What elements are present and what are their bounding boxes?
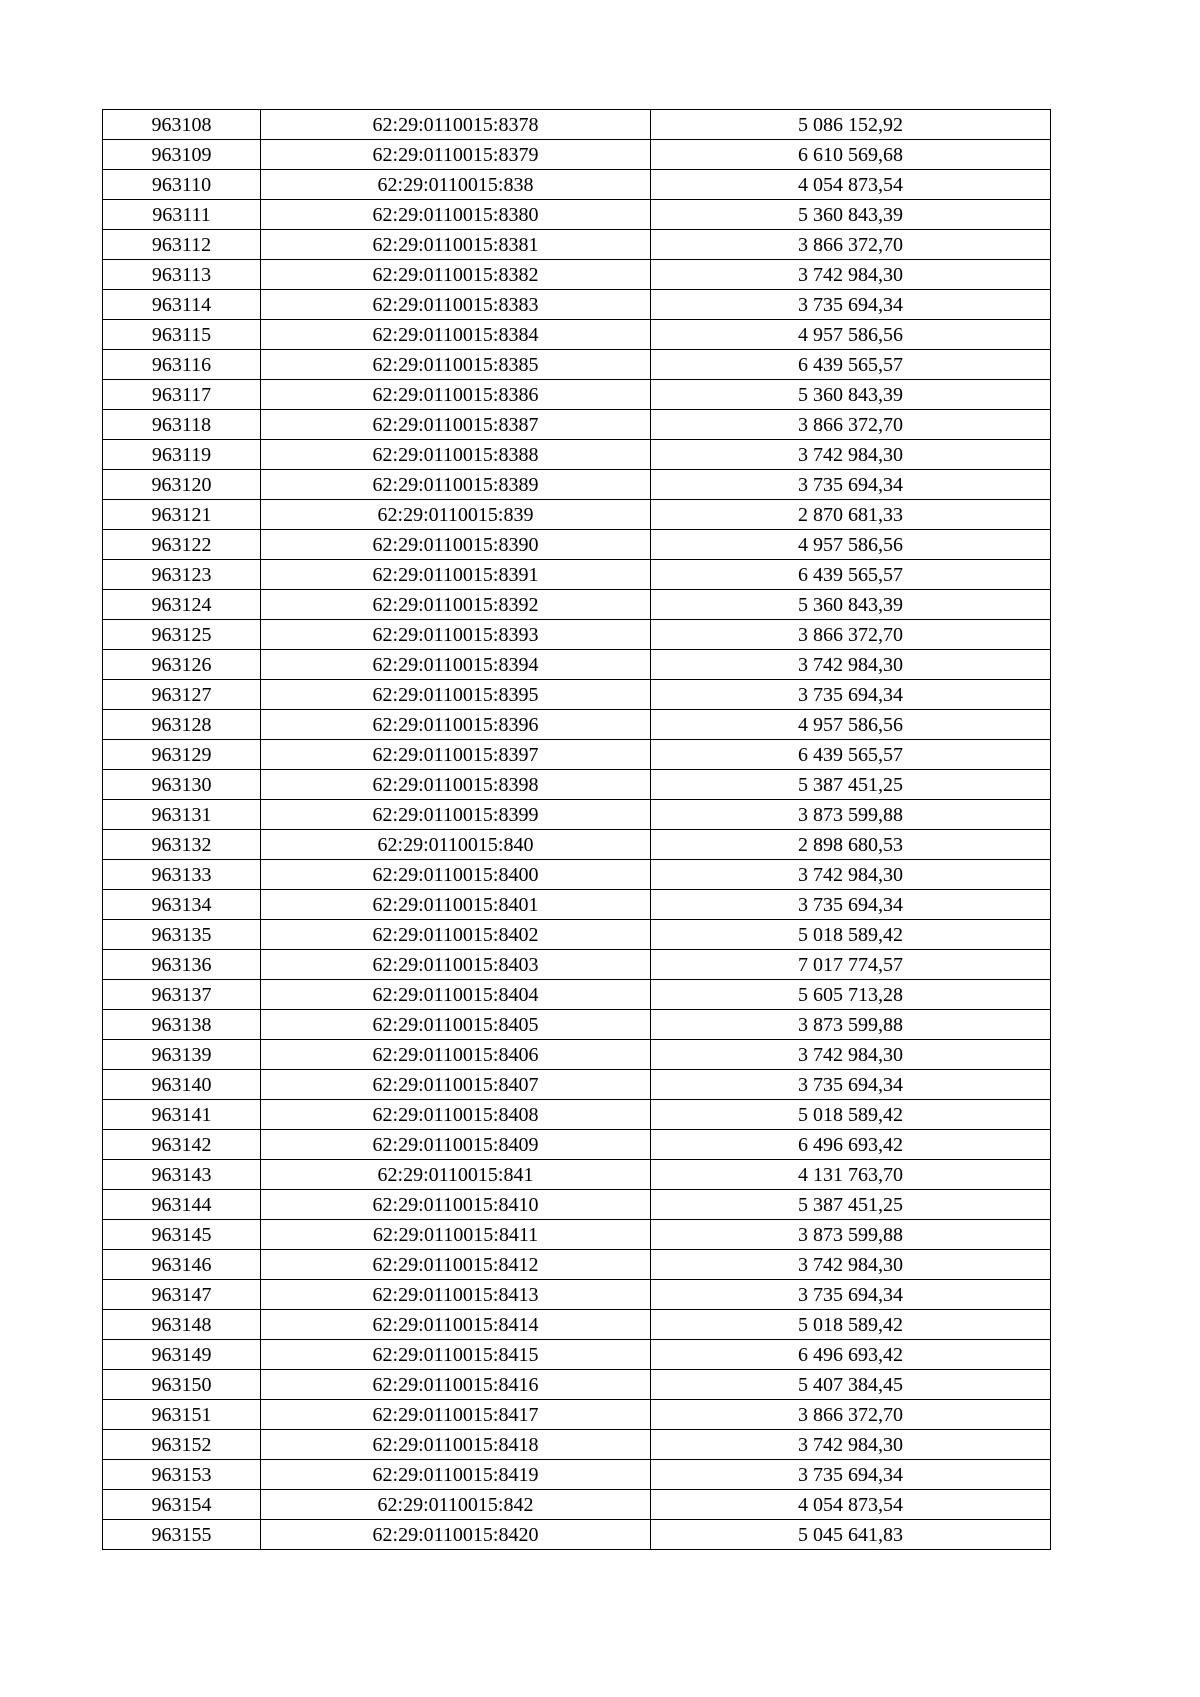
cadastral-number-cell: 62:29:0110015:8396 [261, 710, 651, 740]
row-number-cell: 963131 [103, 800, 261, 830]
table-row [103, 470, 1051, 500]
row-number-cell: 963143 [103, 1160, 261, 1190]
cadastral-number-cell: 62:29:0110015:8380 [261, 200, 651, 230]
cadastral-value-cell: 3 866 372,70 [651, 410, 1051, 440]
table-row [103, 650, 1051, 680]
row-number-cell: 963118 [103, 410, 261, 440]
table-row [103, 770, 1051, 800]
row-number-cell: 963126 [103, 650, 261, 680]
cadastral-value-cell: 6 439 565,57 [651, 740, 1051, 770]
cadastral-value-cell: 3 742 984,30 [651, 1040, 1051, 1070]
row-number-cell: 963140 [103, 1070, 261, 1100]
row-number-cell: 963142 [103, 1130, 261, 1160]
row-number-cell: 963124 [103, 590, 261, 620]
cadastral-value-cell: 5 086 152,92 [651, 110, 1051, 140]
table-row [103, 1250, 1051, 1280]
cadastral-number-cell: 62:29:0110015:8382 [261, 260, 651, 290]
row-number-cell: 963149 [103, 1340, 261, 1370]
table-row [103, 440, 1051, 470]
cadastral-value-table [102, 109, 1051, 1550]
cadastral-number-cell: 62:29:0110015:8389 [261, 470, 651, 500]
cadastral-value-cell: 5 605 713,28 [651, 980, 1051, 1010]
cadastral-number-cell: 62:29:0110015:8414 [261, 1310, 651, 1340]
cadastral-value-cell: 3 742 984,30 [651, 1250, 1051, 1280]
cadastral-value-cell: 3 735 694,34 [651, 1460, 1051, 1490]
cadastral-value-cell: 4 957 586,56 [651, 320, 1051, 350]
cadastral-number-cell: 62:29:0110015:8408 [261, 1100, 651, 1130]
cadastral-value-cell: 6 496 693,42 [651, 1130, 1051, 1160]
table-row [103, 1280, 1051, 1310]
row-number-cell: 963141 [103, 1100, 261, 1130]
cadastral-value-cell: 4 957 586,56 [651, 530, 1051, 560]
cadastral-value-cell: 4 957 586,56 [651, 710, 1051, 740]
cadastral-value-cell: 3 735 694,34 [651, 1070, 1051, 1100]
row-number-cell: 963127 [103, 680, 261, 710]
row-number-cell: 963111 [103, 200, 261, 230]
table-row [103, 890, 1051, 920]
row-number-cell: 963139 [103, 1040, 261, 1070]
table-row [103, 1070, 1051, 1100]
table-row [103, 1490, 1051, 1520]
cadastral-value-cell: 3 873 599,88 [651, 1010, 1051, 1040]
cadastral-number-cell: 62:29:0110015:8402 [261, 920, 651, 950]
cadastral-number-cell: 62:29:0110015:8409 [261, 1130, 651, 1160]
cadastral-number-cell: 62:29:0110015:8407 [261, 1070, 651, 1100]
cadastral-number-cell: 62:29:0110015:8394 [261, 650, 651, 680]
cadastral-value-cell: 5 407 384,45 [651, 1370, 1051, 1400]
table-row [103, 230, 1051, 260]
cadastral-value-cell: 3 735 694,34 [651, 290, 1051, 320]
table-row [103, 1460, 1051, 1490]
table-row [103, 410, 1051, 440]
cadastral-number-cell: 62:29:0110015:8378 [261, 110, 651, 140]
row-number-cell: 963136 [103, 950, 261, 980]
cadastral-number-cell: 62:29:0110015:840 [261, 830, 651, 860]
row-number-cell: 963144 [103, 1190, 261, 1220]
table-row [103, 260, 1051, 290]
row-number-cell: 963108 [103, 110, 261, 140]
cadastral-value-cell: 6 439 565,57 [651, 560, 1051, 590]
table-row [103, 1100, 1051, 1130]
table-row [103, 1010, 1051, 1040]
cadastral-number-cell: 62:29:0110015:8413 [261, 1280, 651, 1310]
row-number-cell: 963109 [103, 140, 261, 170]
cadastral-number-cell: 62:29:0110015:8397 [261, 740, 651, 770]
row-number-cell: 963145 [103, 1220, 261, 1250]
cadastral-value-cell: 2 898 680,53 [651, 830, 1051, 860]
cadastral-number-cell: 62:29:0110015:8417 [261, 1400, 651, 1430]
table-row [103, 830, 1051, 860]
cadastral-value-cell: 4 054 873,54 [651, 1490, 1051, 1520]
cadastral-value-cell: 6 439 565,57 [651, 350, 1051, 380]
row-number-cell: 963125 [103, 620, 261, 650]
row-number-cell: 963132 [103, 830, 261, 860]
cadastral-number-cell: 62:29:0110015:8391 [261, 560, 651, 590]
table-row [103, 1430, 1051, 1460]
table-row [103, 860, 1051, 890]
cadastral-number-cell: 62:29:0110015:8395 [261, 680, 651, 710]
cadastral-value-cell: 3 735 694,34 [651, 680, 1051, 710]
table-row [103, 1040, 1051, 1070]
cadastral-number-cell: 62:29:0110015:8418 [261, 1430, 651, 1460]
cadastral-number-cell: 62:29:0110015:8415 [261, 1340, 651, 1370]
cadastral-value-cell: 5 018 589,42 [651, 1310, 1051, 1340]
cadastral-number-cell: 62:29:0110015:8392 [261, 590, 651, 620]
cadastral-number-cell: 62:29:0110015:8384 [261, 320, 651, 350]
row-number-cell: 963134 [103, 890, 261, 920]
table-row [103, 1520, 1051, 1550]
table-row [103, 1220, 1051, 1250]
cadastral-number-cell: 62:29:0110015:8416 [261, 1370, 651, 1400]
cadastral-number-cell: 62:29:0110015:8411 [261, 1220, 651, 1250]
table-row [103, 500, 1051, 530]
cadastral-value-cell: 4 054 873,54 [651, 170, 1051, 200]
cadastral-value-cell: 5 360 843,39 [651, 590, 1051, 620]
row-number-cell: 963153 [103, 1460, 261, 1490]
cadastral-value-cell: 3 742 984,30 [651, 650, 1051, 680]
cadastral-value-cell: 3 735 694,34 [651, 1280, 1051, 1310]
cadastral-number-cell: 62:29:0110015:8399 [261, 800, 651, 830]
cadastral-number-cell: 62:29:0110015:8419 [261, 1460, 651, 1490]
cadastral-number-cell: 62:29:0110015:8381 [261, 230, 651, 260]
table-row [103, 110, 1051, 140]
table-body [103, 110, 1051, 1550]
row-number-cell: 963151 [103, 1400, 261, 1430]
row-number-cell: 963129 [103, 740, 261, 770]
cadastral-value-cell: 3 735 694,34 [651, 470, 1051, 500]
row-number-cell: 963115 [103, 320, 261, 350]
cadastral-value-cell: 3 866 372,70 [651, 230, 1051, 260]
cadastral-value-cell: 3 742 984,30 [651, 260, 1051, 290]
table-row [103, 950, 1051, 980]
cadastral-number-cell: 62:29:0110015:838 [261, 170, 651, 200]
table-row [103, 1190, 1051, 1220]
cadastral-value-cell: 5 387 451,25 [651, 770, 1051, 800]
cadastral-number-cell: 62:29:0110015:842 [261, 1490, 651, 1520]
row-number-cell: 963123 [103, 560, 261, 590]
cadastral-value-cell: 3 866 372,70 [651, 620, 1051, 650]
row-number-cell: 963120 [103, 470, 261, 500]
row-number-cell: 963152 [103, 1430, 261, 1460]
cadastral-value-cell: 3 866 372,70 [651, 1400, 1051, 1430]
row-number-cell: 963122 [103, 530, 261, 560]
cadastral-number-cell: 62:29:0110015:8386 [261, 380, 651, 410]
cadastral-number-cell: 62:29:0110015:8410 [261, 1190, 651, 1220]
cadastral-value-cell: 3 742 984,30 [651, 440, 1051, 470]
cadastral-value-cell: 5 018 589,42 [651, 920, 1051, 950]
row-number-cell: 963114 [103, 290, 261, 320]
table-row [103, 590, 1051, 620]
cadastral-value-cell: 5 360 843,39 [651, 200, 1051, 230]
row-number-cell: 963113 [103, 260, 261, 290]
cadastral-value-cell: 3 735 694,34 [651, 890, 1051, 920]
table-row [103, 1160, 1051, 1190]
cadastral-value-cell: 3 873 599,88 [651, 1220, 1051, 1250]
cadastral-number-cell: 62:29:0110015:8388 [261, 440, 651, 470]
row-number-cell: 963112 [103, 230, 261, 260]
table-row [103, 350, 1051, 380]
row-number-cell: 963116 [103, 350, 261, 380]
cadastral-value-cell: 2 870 681,33 [651, 500, 1051, 530]
row-number-cell: 963147 [103, 1280, 261, 1310]
cadastral-number-cell: 62:29:0110015:8398 [261, 770, 651, 800]
row-number-cell: 963133 [103, 860, 261, 890]
table-row [103, 530, 1051, 560]
row-number-cell: 963154 [103, 1490, 261, 1520]
cadastral-number-cell: 62:29:0110015:8379 [261, 140, 651, 170]
table-row [103, 680, 1051, 710]
cadastral-number-cell: 62:29:0110015:8403 [261, 950, 651, 980]
table-row [103, 1370, 1051, 1400]
cadastral-number-cell: 62:29:0110015:839 [261, 500, 651, 530]
table-row [103, 560, 1051, 590]
row-number-cell: 963119 [103, 440, 261, 470]
cadastral-value-cell: 6 610 569,68 [651, 140, 1051, 170]
cadastral-value-cell: 6 496 693,42 [651, 1340, 1051, 1370]
cadastral-value-cell: 5 018 589,42 [651, 1100, 1051, 1130]
table-row [103, 1400, 1051, 1430]
cadastral-number-cell: 62:29:0110015:8390 [261, 530, 651, 560]
row-number-cell: 963117 [103, 380, 261, 410]
row-number-cell: 963148 [103, 1310, 261, 1340]
row-number-cell: 963128 [103, 710, 261, 740]
row-number-cell: 963137 [103, 980, 261, 1010]
table-row [103, 620, 1051, 650]
table-row [103, 740, 1051, 770]
cadastral-number-cell: 62:29:0110015:8385 [261, 350, 651, 380]
table-row [103, 290, 1051, 320]
row-number-cell: 963135 [103, 920, 261, 950]
cadastral-value-cell: 3 873 599,88 [651, 800, 1051, 830]
cadastral-number-cell: 62:29:0110015:8383 [261, 290, 651, 320]
row-number-cell: 963138 [103, 1010, 261, 1040]
cadastral-number-cell: 62:29:0110015:8401 [261, 890, 651, 920]
cadastral-number-cell: 62:29:0110015:8420 [261, 1520, 651, 1550]
table-row [103, 1130, 1051, 1160]
cadastral-number-cell: 62:29:0110015:8405 [261, 1010, 651, 1040]
row-number-cell: 963155 [103, 1520, 261, 1550]
table-row [103, 140, 1051, 170]
cadastral-number-cell: 62:29:0110015:8400 [261, 860, 651, 890]
row-number-cell: 963146 [103, 1250, 261, 1280]
table-row [103, 710, 1051, 740]
cadastral-number-cell: 62:29:0110015:8404 [261, 980, 651, 1010]
table-row [103, 980, 1051, 1010]
cadastral-value-cell: 7 017 774,57 [651, 950, 1051, 980]
table-row [103, 200, 1051, 230]
row-number-cell: 963121 [103, 500, 261, 530]
table-row [103, 1310, 1051, 1340]
row-number-cell: 963110 [103, 170, 261, 200]
cadastral-value-cell: 5 045 641,83 [651, 1520, 1051, 1550]
cadastral-value-cell: 3 742 984,30 [651, 1430, 1051, 1460]
cadastral-number-cell: 62:29:0110015:841 [261, 1160, 651, 1190]
cadastral-value-cell: 4 131 763,70 [651, 1160, 1051, 1190]
row-number-cell: 963150 [103, 1370, 261, 1400]
cadastral-value-cell: 5 360 843,39 [651, 380, 1051, 410]
row-number-cell: 963130 [103, 770, 261, 800]
cadastral-number-cell: 62:29:0110015:8406 [261, 1040, 651, 1070]
cadastral-value-cell: 3 742 984,30 [651, 860, 1051, 890]
cadastral-number-cell: 62:29:0110015:8393 [261, 620, 651, 650]
cadastral-number-cell: 62:29:0110015:8387 [261, 410, 651, 440]
table-row [103, 1340, 1051, 1370]
table-row [103, 920, 1051, 950]
table-row [103, 800, 1051, 830]
table-row [103, 380, 1051, 410]
table-row [103, 170, 1051, 200]
cadastral-number-cell: 62:29:0110015:8412 [261, 1250, 651, 1280]
table-row [103, 320, 1051, 350]
cadastral-value-cell: 5 387 451,25 [651, 1190, 1051, 1220]
